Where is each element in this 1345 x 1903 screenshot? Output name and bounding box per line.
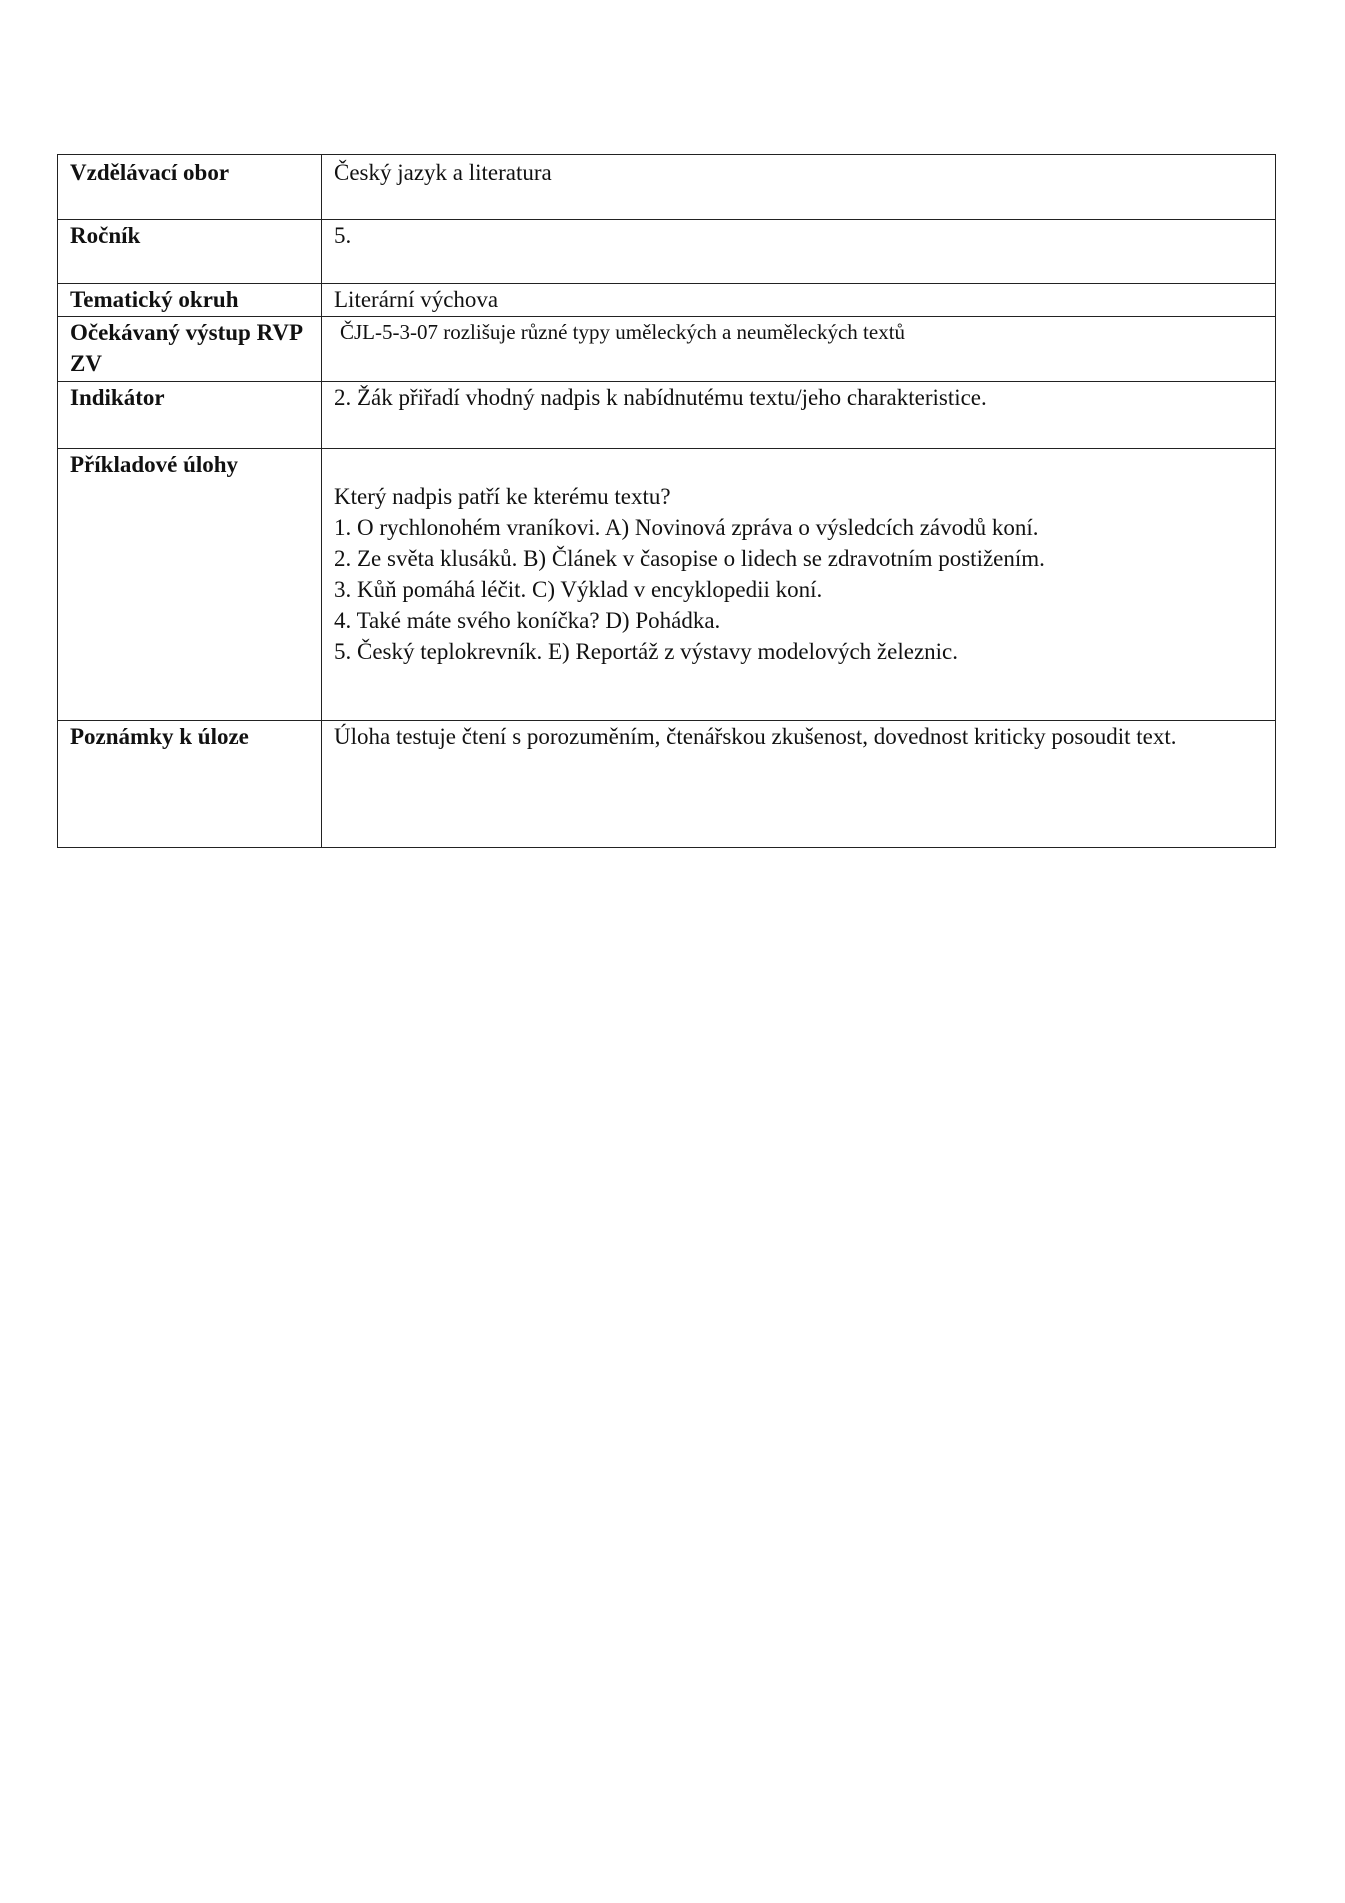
- label-vzdelavaci-obor: Vzdělávací obor: [58, 155, 322, 220]
- row-indikator: [58, 382, 1276, 449]
- row-prikladove-ulohy: [58, 449, 1276, 721]
- task-item: 1. O rychlonohém vraníkovi. A) Novinová zpráva o výsledcích závodů koní.: [334, 515, 1039, 540]
- value-poznamky-k-uloze: Úloha testuje čtení s porozuměním, čtenářskou zkušenost, dovednost kriticky posoudit text.: [322, 721, 1276, 848]
- task-item: 2. Ze světa klusáků. B) Článek v časopise o lidech se zdravotním postižením.: [334, 546, 1045, 571]
- task-item: 5. Český teplokrevník. E) Reportáž z výstavy modelových železnic.: [334, 639, 958, 664]
- task-table: [57, 154, 1276, 848]
- value-ocekavany-vystup-cell: [322, 317, 1276, 382]
- value-indikator: 2. Žák přiřadí vhodný nadpis k nabídnutému textu/jeho charakteristice.: [322, 382, 1276, 449]
- label-rocnik: Ročník: [58, 220, 322, 284]
- value-tematicky-okruh: Literární výchova: [322, 284, 1276, 317]
- task-question: Který nadpis patří ke kterému textu?: [334, 484, 671, 509]
- row-vzdelavaci-obor: [58, 155, 1276, 220]
- label-ocekavany-vystup: Očekávaný výstup RVP ZV: [58, 317, 322, 382]
- row-tematicky-okruh: [58, 284, 1276, 317]
- value-vzdelavaci-obor: Český jazyk a literatura: [322, 155, 1276, 220]
- task-item: 3. Kůň pomáhá léčit. C) Výklad v encyklopedii koní.: [334, 577, 823, 602]
- task-block: [334, 481, 1265, 667]
- label-poznamky-k-uloze: Poznámky k úloze: [58, 721, 322, 848]
- label-tematicky-okruh: Tematický okruh: [58, 284, 322, 317]
- label-prikladove-ulohy: Příkladové úlohy: [58, 449, 322, 721]
- value-prikladove-ulohy: [322, 449, 1276, 721]
- row-rocnik: [58, 220, 1276, 284]
- row-poznamky-k-uloze: [58, 721, 1276, 848]
- task-item: 4. Také máte svého koníčka? D) Pohádka.: [334, 608, 721, 633]
- value-ocekavany-vystup: ČJL-5-3-07 rozlišuje různé typy uměleckých a neuměleckých textů: [340, 320, 906, 344]
- row-ocekavany-vystup: [58, 317, 1276, 382]
- label-indikator: Indikátor: [58, 382, 322, 449]
- value-rocnik: 5.: [322, 220, 1276, 284]
